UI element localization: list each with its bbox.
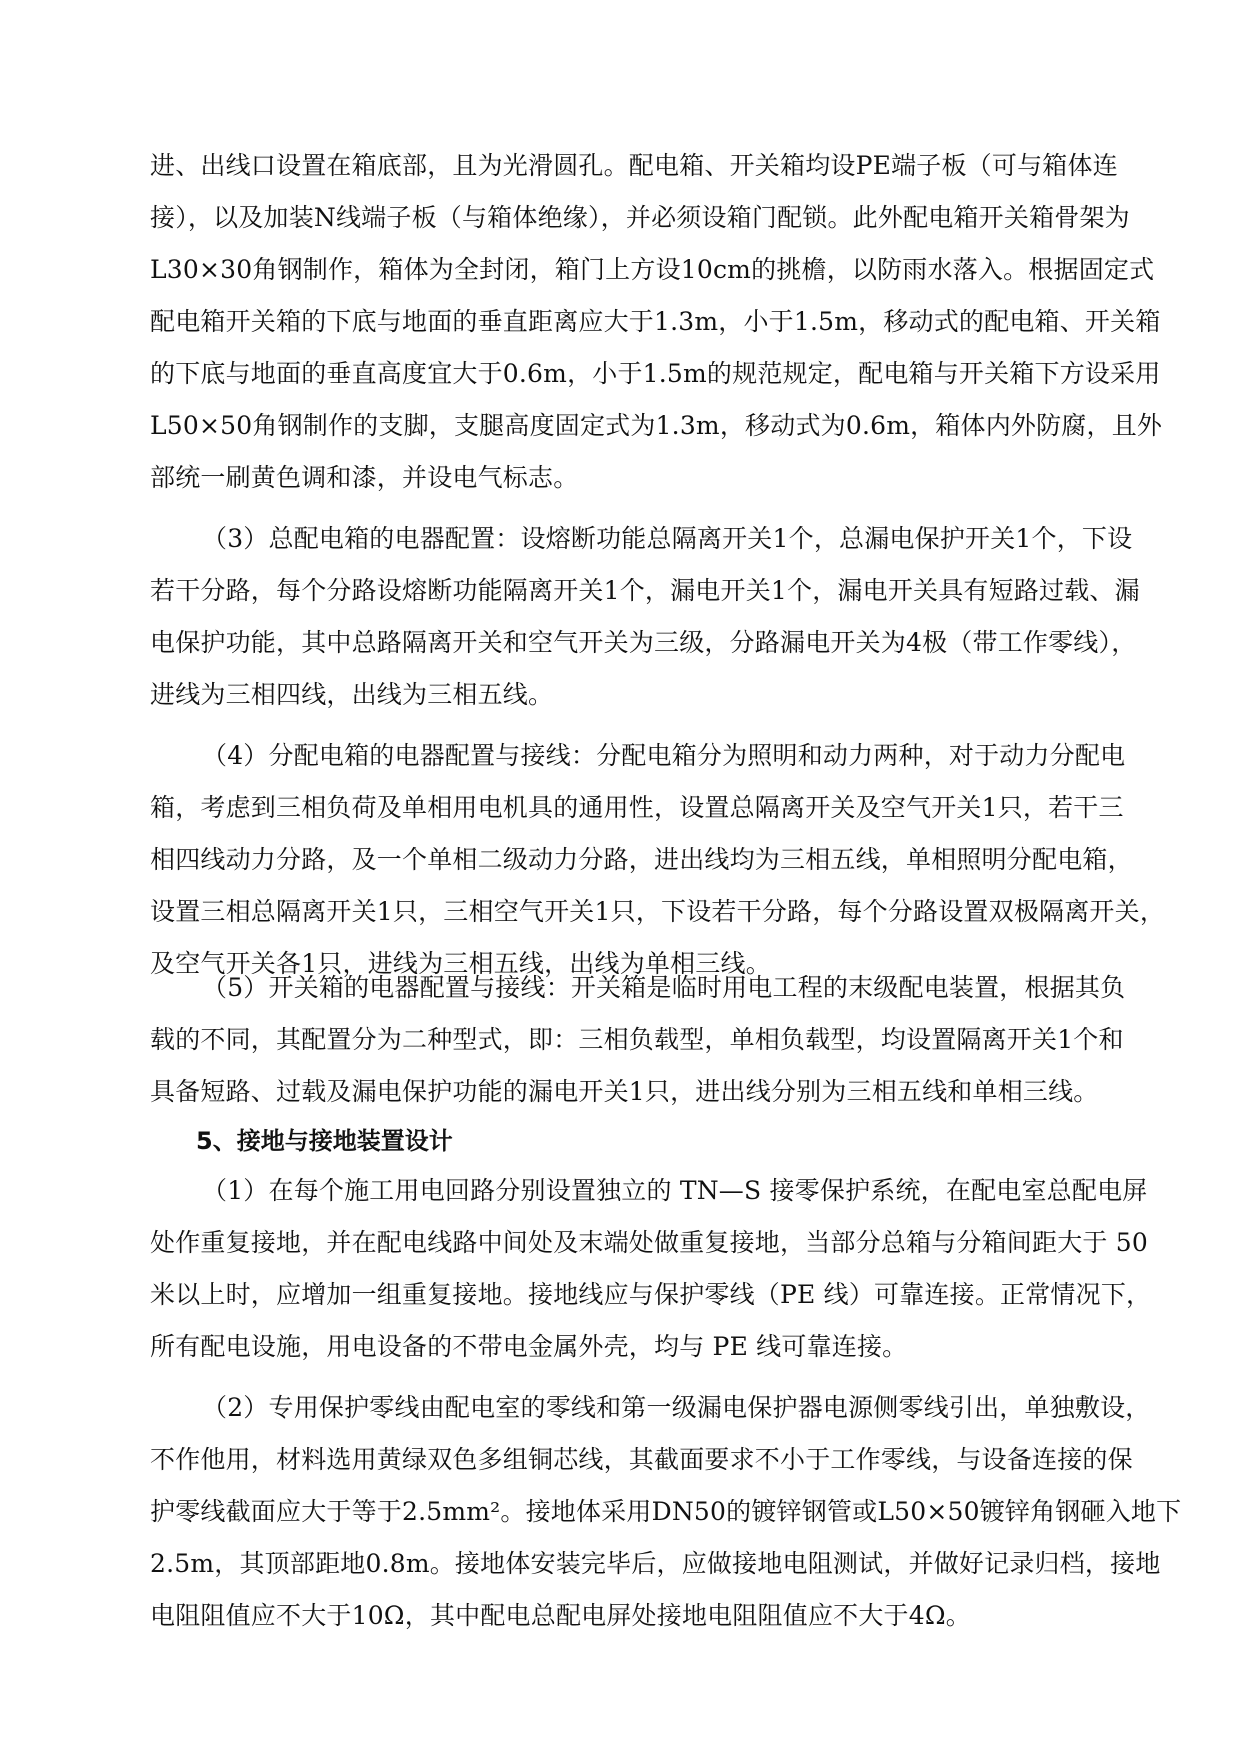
text-line: 设置三相总隔离开关1只，三相空气开关1只，下设若干分路，每个分路设置双极隔离开关， <box>150 897 1166 926</box>
text-line: L30×30角钢制作，箱体为全封闭，箱门上方设10cm的挑檐，以防雨水落入。根据固定式 <box>150 255 1155 284</box>
text-line: L50×50角钢制作的支脚，支腿高度固定式为1.3m，移动式为0.6m，箱体内外防腐，且外 <box>150 411 1163 440</box>
text-line: 处作重复接地，并在配电线路中间处及末端处做重复接地，当部分总箱与分箱间距大于 50 <box>150 1228 1148 1257</box>
text-line: 进线为三相四线，出线为三相五线。 <box>150 680 554 709</box>
text-line: 米以上时，应增加一组重复接地。接地线应与保护零线（PE 线）可靠连接。正常情况下， <box>150 1280 1152 1309</box>
text-line: 的下底与地面的垂直高度宜大于0.6m，小于1.5m的规范规定，配电箱与开关箱下方设采用 <box>150 359 1161 388</box>
text-line: 相四线动力分路，及一个单相二级动力分路，进出线均为三相五线，单相照明分配电箱， <box>150 845 1133 874</box>
text-line: （5）开关箱的电器配置与接线：开关箱是临时用电工程的末级配电装置，根据其负 <box>202 973 1126 1002</box>
text-line: 护零线截面应大于等于2.5mm²。接地体采用DN50的镀锌钢管或L50×50镀锌角钢砸入地下 <box>150 1497 1182 1526</box>
text-line: 电阻阻值应不大于10Ω，其中配电总配电屏处接地电阻阻值应不大于4Ω。 <box>150 1601 971 1630</box>
paragraph-grounding-system <box>150 1165 1152 1373</box>
text-line: 载的不同，其配置分为二种型式，即：三相负载型，单相负载型，均设置隔离开关1个和 <box>150 1025 1124 1054</box>
paragraph-switch-box-config <box>150 962 1126 1118</box>
text-line: 所有配电设施，用电设备的不带电金属外壳，均与 PE 线可靠连接。 <box>150 1332 908 1361</box>
text-line: 具备短路、过载及漏电保护功能的漏电开关1只，进出线分别为三相五线和单相三线。 <box>150 1077 1099 1106</box>
text-line: 及空气开关各1只，进线为三相五线，出线为单相三线。 <box>150 949 771 978</box>
text-line: 部统一刷黄色调和漆，并设电气标志。 <box>150 463 579 492</box>
text-line: 箱，考虑到三相负荷及单相用电机具的通用性，设置总隔离开关及空气开关1只，若干三 <box>150 793 1124 822</box>
text-line: 接），以及加装N线端子板（与箱体绝缘），并必须设箱门配锁。此外配电箱开关箱骨架为 <box>150 203 1130 232</box>
text-line: （2）专用保护零线由配电室的零线和第一级漏电保护器电源侧零线引出，单独敷设， <box>202 1393 1151 1422</box>
text-line: （3）总配电箱的电器配置：设熔断功能总隔离开关1个，总漏电保护开关1个，下设 <box>202 524 1133 553</box>
text-line: 不作他用，材料选用黄绿双色多组铜芯线，其截面要求不小于工作零线，与设备连接的保 <box>150 1445 1133 1474</box>
text-line: 2.5m，其顶部距地0.8m。接地体安装完毕后，应做接地电阻测试，并做好记录归档，接地 <box>150 1549 1161 1578</box>
paragraph-main-box-config <box>150 513 1140 721</box>
text-line: 电保护功能，其中总路隔离开关和空气开关为三级，分路漏电开关为4极（带工作零线）， <box>150 628 1137 657</box>
paragraph-protective-neutral <box>150 1382 1182 1642</box>
section-heading: 5、接地与接地装置设计 <box>196 1127 453 1155</box>
text-line: （4）分配电箱的电器配置与接线：分配电箱分为照明和动力两种，对于动力分配电 <box>202 741 1126 770</box>
paragraph-sub-box-config <box>150 730 1166 990</box>
text-line: 配电箱开关箱的下底与地面的垂直距离应大于1.3m，小于1.5m，移动式的配电箱、开关箱 <box>150 307 1161 336</box>
text-line: 若干分路，每个分路设熔断功能隔离开关1个，漏电开关1个，漏电开关具有短路过载、漏 <box>150 576 1140 605</box>
paragraph-box-construction <box>150 140 1163 504</box>
text-line: 进、出线口设置在箱底部，且为光滑圆孔。配电箱、开关箱均设PE端子板（可与箱体连 <box>150 151 1118 180</box>
text-line: （1）在每个施工用电回路分别设置独立的 TN—S 接零保护系统，在配电室总配电屏 <box>202 1176 1148 1205</box>
